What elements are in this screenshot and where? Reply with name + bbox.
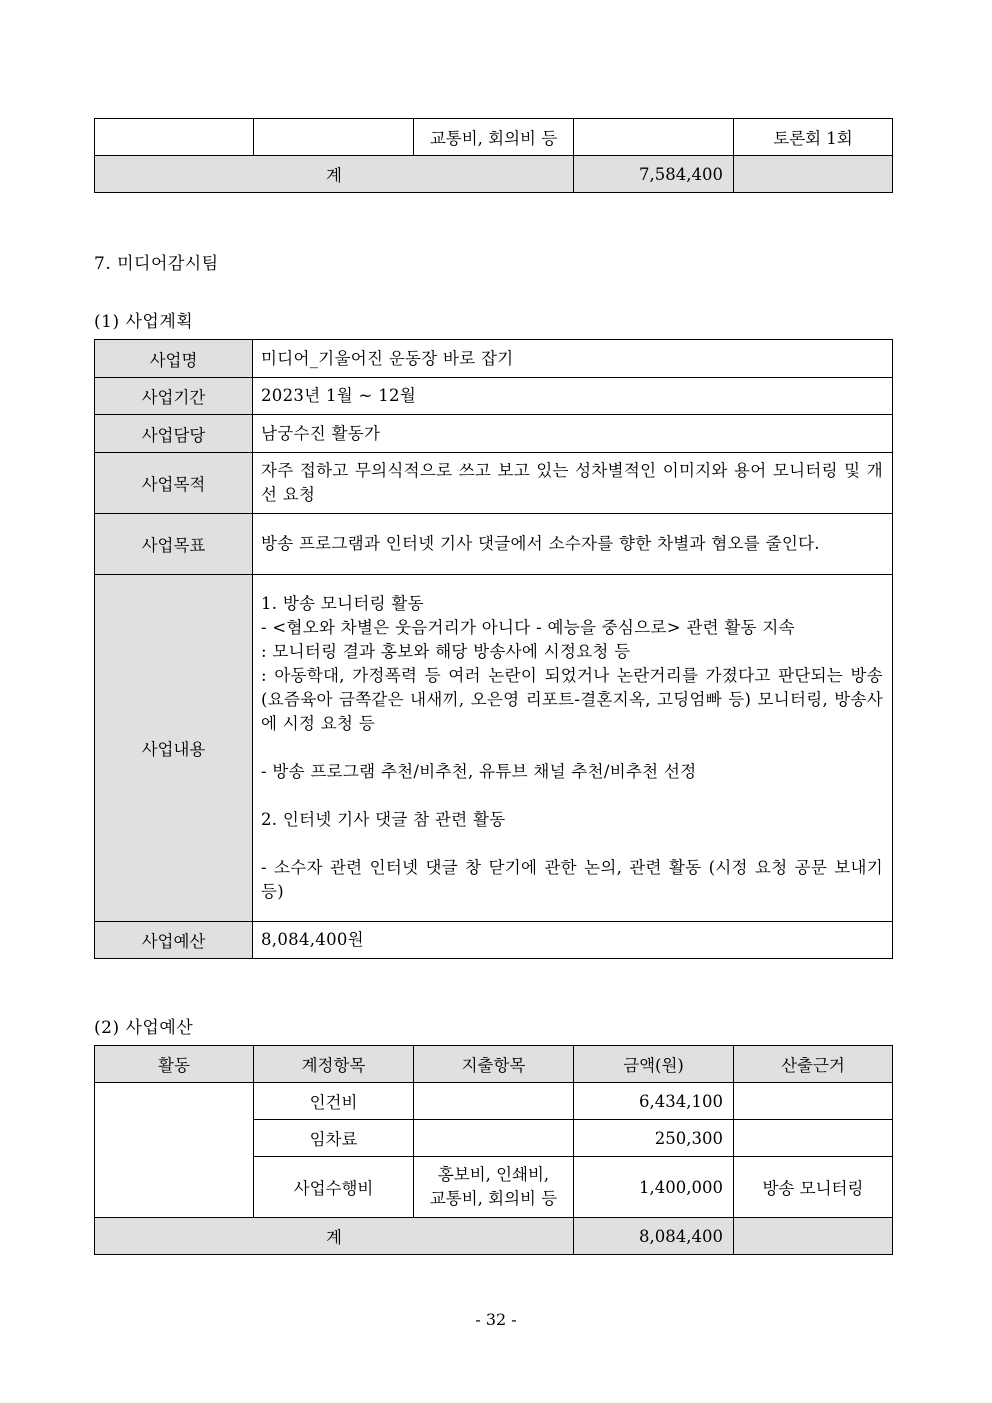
- plan-heading: (1) 사업계획: [94, 312, 194, 332]
- total-amount: 8,084,400: [574, 1218, 734, 1255]
- table-row: [95, 922, 893, 959]
- header-row: [95, 1046, 893, 1083]
- table-row: [95, 514, 893, 575]
- column-header: 금액(원): [574, 1046, 734, 1083]
- basis-cell: 방송 모니터링: [734, 1157, 893, 1218]
- amount-cell: 1,400,000: [574, 1157, 734, 1218]
- row-label: 사업기간: [95, 378, 253, 415]
- content-line: - <혐오와 차별은 웃음거리가 아니다 - 예능을 중심으로> 관련 활동 지속: [261, 618, 795, 637]
- total-row: [95, 156, 893, 193]
- basis-cell: 토론회 1회: [734, 119, 893, 156]
- content-line: : 아동학대, 가정폭력 등 여러 논란이 되었거나 논란거리를 가졌다고 판단되는 방송 (요즘육아 금쪽같은 내새끼, 오은영 리포트-결혼지옥, 고딩엄빠 등) 모니터링, 방송사에 시정 요청 등: [261, 666, 883, 733]
- expense-cell: [414, 1157, 574, 1218]
- content-line: - 방송 프로그램 추천/비추천, 유튜브 채널 추천/비추천 선정: [261, 762, 697, 781]
- column-header: 산출근거: [734, 1046, 893, 1083]
- row-value: 2023년 1월 ~ 12월: [253, 378, 893, 415]
- table-row: [95, 119, 893, 156]
- expense-cell: [414, 1083, 574, 1120]
- total-label: 계: [95, 156, 574, 193]
- activity-cell: [95, 1083, 254, 1218]
- amount-cell: [574, 119, 734, 156]
- total-label: 계: [95, 1218, 574, 1255]
- content-line: 1. 방송 모니터링 활동: [261, 594, 424, 613]
- total-basis: [734, 156, 893, 193]
- activity-cell: [95, 119, 254, 156]
- account-cell: 임차료: [254, 1120, 414, 1157]
- content-value: [253, 575, 893, 922]
- budget-heading: (2) 사업예산: [94, 1018, 194, 1038]
- table-row: [95, 340, 893, 378]
- amount-cell: 6,434,100: [574, 1083, 734, 1120]
- spacer: [261, 736, 883, 760]
- account-cell: 사업수행비: [254, 1157, 414, 1218]
- spacer: [261, 832, 883, 856]
- total-amount: 7,584,400: [574, 156, 734, 193]
- account-cell: [254, 119, 414, 156]
- row-value: 미디어_기울어진 운동장 바로 잡기: [253, 340, 893, 378]
- table-row: [95, 453, 893, 514]
- total-row: [95, 1218, 893, 1255]
- row-label: 사업내용: [95, 575, 253, 922]
- basis-cell: [734, 1120, 893, 1157]
- expense-cell: [414, 1120, 574, 1157]
- table-row: [95, 415, 893, 453]
- section-title: 7. 미디어감시팀: [94, 254, 219, 274]
- expense-cell: 교통비, 회의비 등: [414, 119, 574, 156]
- table-row: [95, 575, 893, 922]
- page-number: - 32 -: [475, 1310, 517, 1329]
- table-row: [95, 1083, 893, 1120]
- business-plan-table: [94, 339, 893, 959]
- content-line: : 모니터링 결과 홍보와 해당 방송사에 시정요청 등: [261, 642, 631, 661]
- expense-line: 교통비, 회의비 등: [429, 1189, 558, 1208]
- row-label: 사업예산: [95, 922, 253, 959]
- row-value: 남궁수진 활동가: [253, 415, 893, 453]
- row-label: 사업목표: [95, 514, 253, 575]
- table-row: [95, 378, 893, 415]
- content-line: - 소수자 관련 인터넷 댓글 창 닫기에 관한 논의, 관련 활동 (시정 요청 공문 보내기 등): [261, 858, 883, 901]
- basis-cell: [734, 1083, 893, 1120]
- column-header: 계정항목: [254, 1046, 414, 1083]
- row-label: 사업명: [95, 340, 253, 378]
- column-header: 지출항목: [414, 1046, 574, 1083]
- total-basis: [734, 1218, 893, 1255]
- row-value: 방송 프로그램과 인터넷 기사 댓글에서 소수자를 향한 차별과 혐오를 줄인다.: [253, 514, 893, 575]
- expense-line: 홍보비, 인쇄비,: [437, 1165, 550, 1184]
- column-header: 활동: [95, 1046, 254, 1083]
- row-label: 사업담당: [95, 415, 253, 453]
- row-label: 사업목적: [95, 453, 253, 514]
- spacer: [261, 784, 883, 808]
- budget-table: [94, 1045, 893, 1255]
- row-value: 8,084,400원: [253, 922, 893, 959]
- previous-budget-table: [94, 118, 893, 193]
- account-cell: 인건비: [254, 1083, 414, 1120]
- content-line: 2. 인터넷 기사 댓글 참 관련 활동: [261, 810, 506, 829]
- row-value: 자주 접하고 무의식적으로 쓰고 보고 있는 성차별적인 이미지와 용어 모니터링 및 개선 요청: [253, 453, 893, 514]
- amount-cell: 250,300: [574, 1120, 734, 1157]
